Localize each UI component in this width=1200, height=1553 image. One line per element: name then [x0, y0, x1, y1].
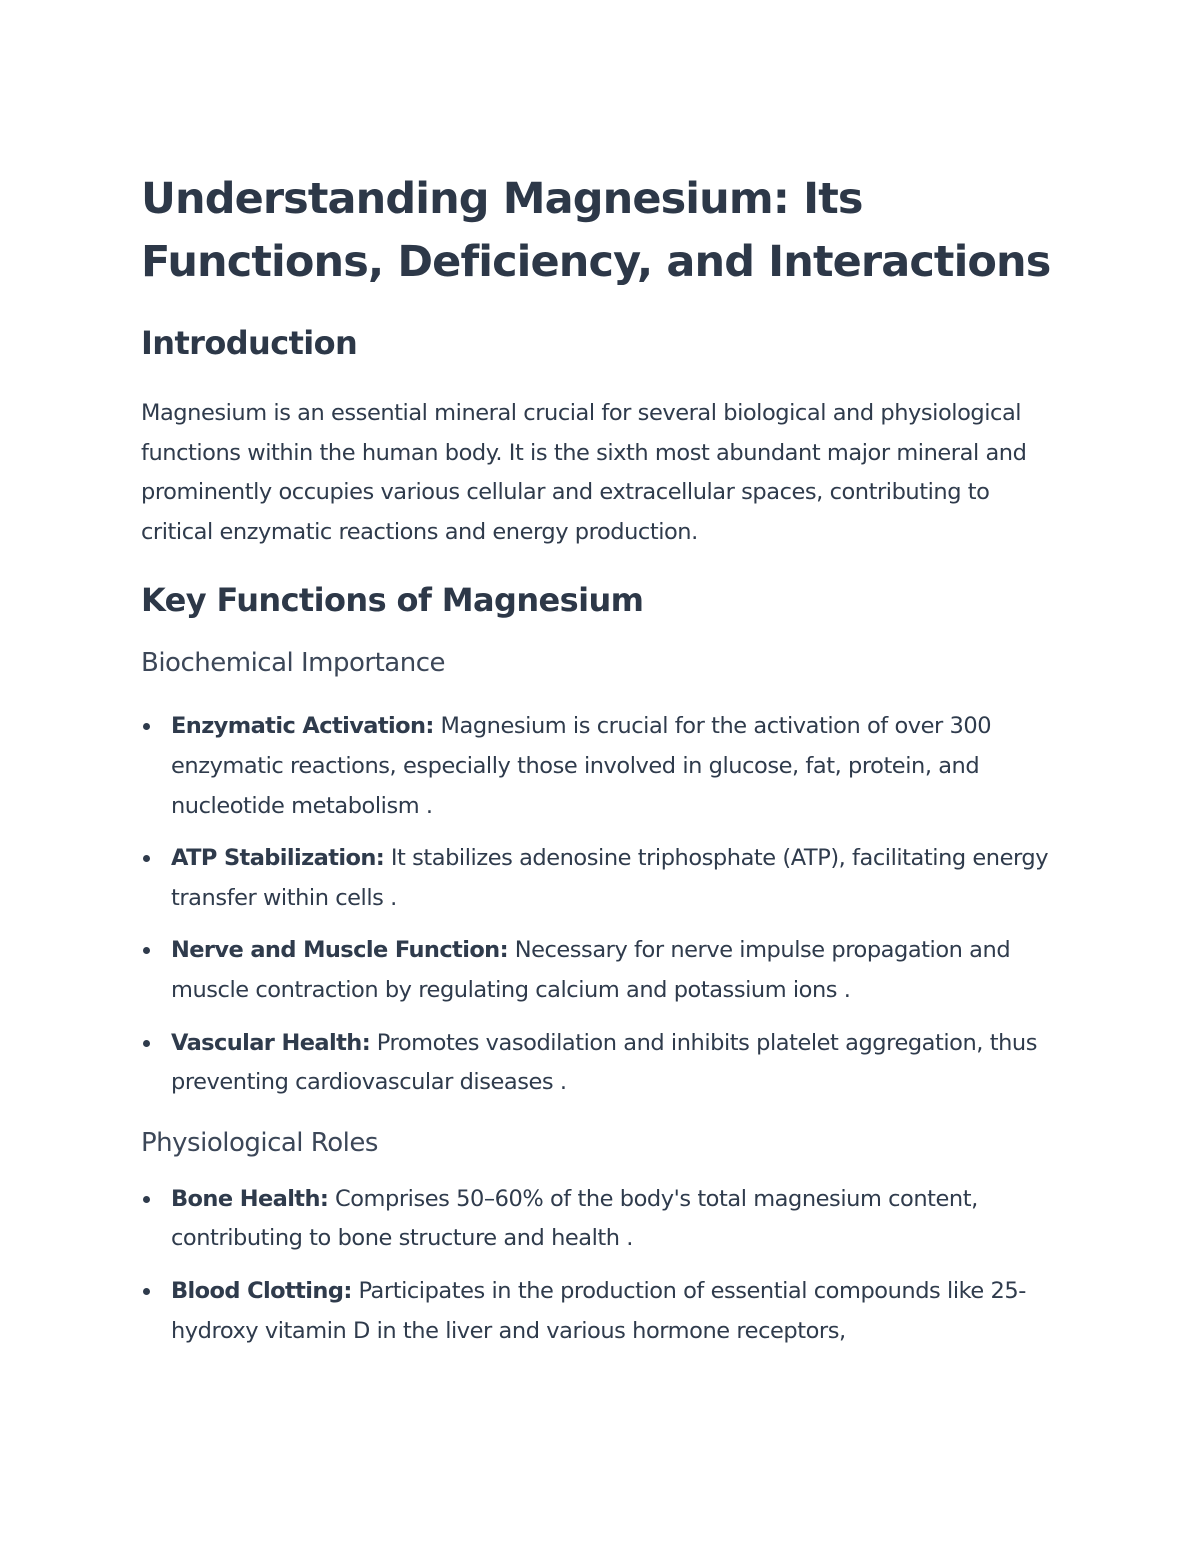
- document-page: [141, 168, 1061, 1364]
- section-heading-key-functions: Key Functions of Magnesium: [141, 581, 644, 620]
- subsection-heading-biochemical: Biochemical Importance: [141, 648, 445, 679]
- bullet-icon: [143, 1288, 150, 1295]
- bullet-icon: [143, 947, 150, 954]
- list-item-text: Comprises 50–60% of the body's total magnesium content, contributing to bone structure and health .: [171, 1185, 978, 1252]
- list-item: [141, 931, 1061, 1010]
- list-item-text: Magnesium is crucial for the activation of over 300 enzymatic reactions, especially those involved in glucose, fat, protein, and nucleotide metabolism .: [171, 713, 992, 819]
- list-item-term: Nerve and Muscle Function:: [171, 937, 508, 964]
- list-item-term: Enzymatic Activation:: [171, 713, 434, 740]
- list-item-text: It stabilizes adenosine triphosphate (ATP), facilitating energy transfer within cells .: [171, 845, 1049, 911]
- list-item-term: Bone Health:: [171, 1185, 329, 1212]
- list-item-term: ATP Stabilization:: [171, 845, 385, 872]
- section-heading-introduction: Introduction: [141, 324, 358, 362]
- list-item: [141, 839, 1061, 918]
- list-item-text: Necessary for nerve impulse propagation and muscle contraction by regulating calcium and potassium ions .: [171, 937, 1011, 1003]
- list-item-term: Vascular Health:: [171, 1029, 371, 1056]
- list-item: [141, 1272, 1061, 1351]
- list-item-text: Promotes vasodilation and inhibits platelet aggregation, thus preventing cardiovascular diseases .: [171, 1029, 1037, 1096]
- subsection-heading-physiological: Physiological Roles: [141, 1127, 378, 1158]
- bullet-icon: [143, 1040, 150, 1047]
- list-item: [141, 1180, 1061, 1259]
- biochemical-list: [141, 707, 1061, 1102]
- list-item-term: Blood Clotting:: [171, 1277, 352, 1304]
- bullet-icon: [143, 1196, 150, 1203]
- physiological-list: [141, 1180, 1061, 1351]
- bullet-icon: [143, 723, 150, 730]
- list-item: [141, 1024, 1061, 1103]
- bullet-icon: [143, 855, 150, 862]
- introduction-paragraph: Magnesium is an essential mineral crucial for several biological and physiological functions within the human body. It is the sixth most abundant major mineral and prominently occupies various cellular and extracellular spaces, contributing to critical enzymatic reactions and energy production.: [141, 400, 1027, 545]
- list-item-text: Participates in the production of essential compounds like 25-hydroxy vitamin D in the liver and various hormone receptors,: [171, 1277, 1026, 1344]
- page-title: Understanding Magnesium: Its Functions, Deficiency, and Interactions: [141, 174, 1051, 287]
- list-item: [141, 707, 1061, 826]
